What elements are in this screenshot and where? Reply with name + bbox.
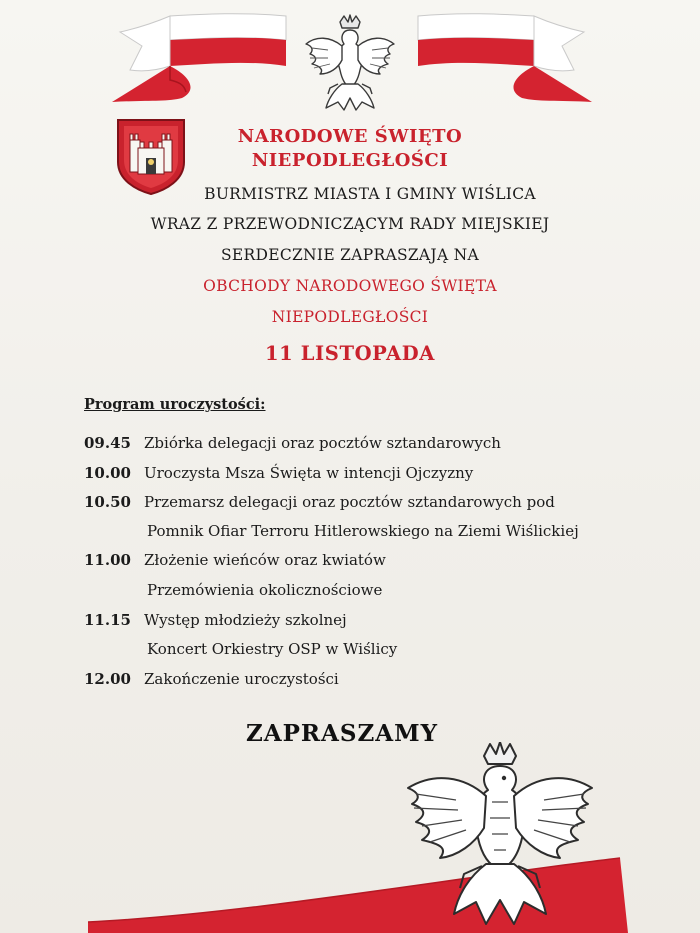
event-title-line1: NARODOWE ŚWIĘTO <box>237 126 463 147</box>
program-item-text: Zakończenie uroczystości <box>144 670 339 688</box>
program-item <box>84 464 473 482</box>
invitation-line-3: SERDECZNIE ZAPRASZAJĄ NA <box>220 246 480 264</box>
program-item <box>84 551 386 569</box>
program-item-time: 11.15 <box>84 611 131 629</box>
program-item-text: Przemarsz delegacji oraz pocztów sztandarowych pod <box>144 493 555 511</box>
event-date: 11 LISTOPADA <box>265 342 435 365</box>
invitation-line-2: WRAZ Z PRZEWODNICZĄCYM RADY MIEJSKIEJ <box>150 215 550 233</box>
event-title-line2: NIEPODLEGŁOŚCI <box>251 150 449 171</box>
program-item-text: Pomnik Ofiar Terroru Hitlerowskiego na Ziemi Wiślickiej <box>147 522 579 540</box>
white-eagle-icon <box>400 742 600 932</box>
program-item-text: Uroczysta Msza Święta w intencji Ojczyzny <box>144 464 474 482</box>
program-item-time: 12.00 <box>84 670 131 688</box>
invitation-line-4: OBCHODY NARODOWEGO ŚWIĘTA <box>203 277 497 295</box>
program-item-time: 10.50 <box>84 493 131 511</box>
program-item-time: 10.00 <box>84 464 131 482</box>
white-eagle-icon <box>298 14 402 114</box>
program-item-continuation <box>147 522 579 540</box>
closing-invitation: ZAPRASZAMY <box>245 720 438 747</box>
program-item-text: Występ młodzieży szkolnej <box>144 611 347 629</box>
flag-ribbon-right-icon <box>416 10 596 106</box>
program-item <box>84 493 555 511</box>
program-item-text: Koncert Orkiestry OSP w Wiślicy <box>147 640 398 658</box>
program-item-text: Przemówienia okolicznościowe <box>147 581 383 599</box>
program-item-time: 09.45 <box>84 434 131 452</box>
program-heading: Program uroczystości: <box>84 396 266 413</box>
invitation-line-1: BURMISTRZ MIASTA I GMINY WIŚLICA <box>204 185 536 203</box>
program-item-continuation <box>147 640 397 658</box>
program-item <box>84 434 501 452</box>
program-item-text: Zbiórka delegacji oraz pocztów sztandarowych <box>144 434 501 452</box>
program-item <box>84 611 347 629</box>
program-item-time: 11.00 <box>84 551 131 569</box>
program-item-continuation <box>147 581 382 599</box>
invitation-line-5: NIEPODLEGŁOŚCI <box>271 308 429 326</box>
program-item-text: Złożenie wieńców oraz kwiatów <box>144 551 386 569</box>
program-item <box>84 670 339 688</box>
flag-ribbon-left-icon <box>108 10 288 106</box>
